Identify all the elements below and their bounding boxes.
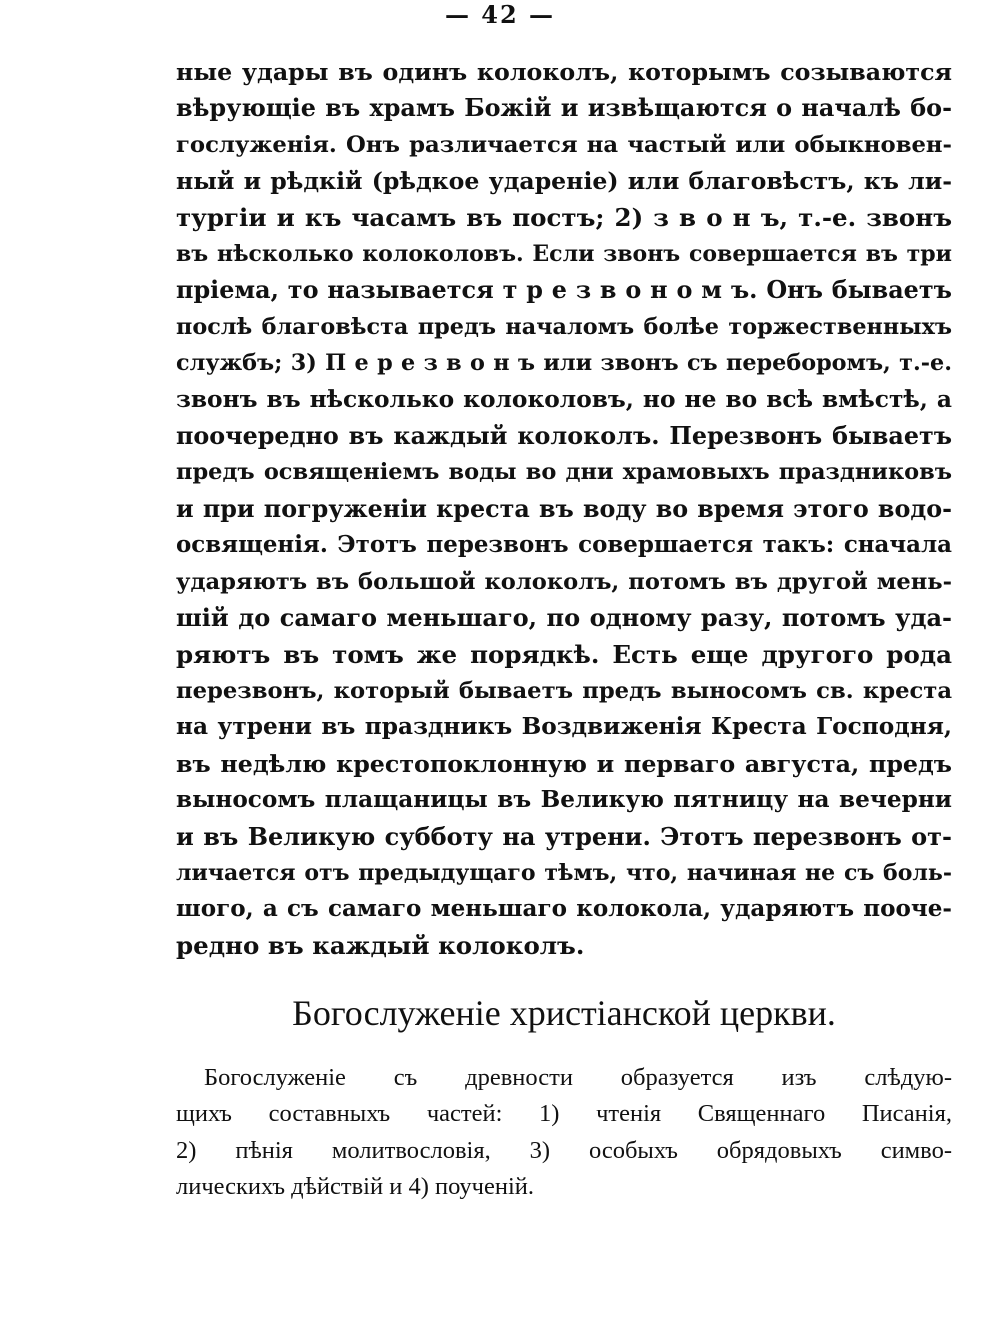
text-line: лическихъ дѣйствій и 4) поученій. [176,1173,535,1201]
section-paragraph [176,1060,952,1206]
text-line: поочередно въ каждый колоколъ. Перезвонъ бываетъ [176,422,952,451]
text-line: тургіи и къ часамъ въ постъ; 2) з в о н ъ, т.-е. звонъ [176,202,952,232]
text-line: вѣрующіе въ храмъ Божій и извѣщаются о началѣ бо- [176,94,952,123]
text-line: ряютъ въ томъ же порядкѣ. Есть еще другого рода [176,639,952,669]
text-line: выносомъ плащаницы въ Великую пятницу на вечерни [176,786,952,814]
text-line: ный и рѣдкій (рѣдкое удареніе) или благовѣстъ, къ ли- [176,167,952,196]
text-line: пріема, то называется т р е з в о н о м ъ. Онъ бываетъ [176,276,952,305]
text-line: и въ Великую субботу на утрени. Этотъ перезвонъ от- [176,821,952,851]
text-line: шого, а съ самаго меньшаго колокола, ударяютъ пооче- [176,895,952,923]
text-line: ные удары въ одинъ колоколъ, которымъ созываются [176,58,952,86]
page-number: — 42 — [444,0,556,29]
main-paragraph [176,54,952,964]
text-line: редно въ каждый колоколъ. [176,930,585,960]
text-line: личается отъ предыдущаго тѣмъ, что, начиная не съ боль- [176,859,952,886]
text-line: ударяютъ въ большой колоколъ, потомъ въ другой мень- [176,568,952,595]
text-line: и при погруженіи креста въ воду во время этого водо- [176,494,952,523]
text-line: въ нѣсколько колоколовъ. Если звонъ совершается въ три [176,241,952,268]
text-line: гослуженія. Онъ различается на частый или обыкновен- [176,131,952,158]
text-line: шій до самаго меньшаго, по одному разу, потомъ уда- [176,603,952,633]
text-line: звонъ въ нѣсколько колоколовъ, но не во всѣ вмѣстѣ, а [176,385,952,413]
text-line: предъ освященіемъ воды во дни храмовыхъ праздниковъ [176,459,952,486]
text-line: Богослуженіе съ древности образуется изъ слѣдую- [204,1064,952,1091]
text-line: службъ; 3) П е р е з в о н ъ или звонъ съ переборомъ, т.-е. [176,350,952,377]
text-line: освященія. Этотъ перезвонъ совершается такъ: сначала [176,531,952,559]
section-heading: Богослуженіе христіанской церкви. [292,993,836,1033]
text-line: на утрени въ праздникъ Воздвиженія Креста Господня, [176,713,952,741]
text-line: въ недѣлю крестопоклонную и перваго августа, предъ [176,749,952,778]
text-line: перезвонъ, который бываетъ предъ выносомъ св. креста [176,677,952,704]
text-line: 2) пѣнія молитвословія, 3) особыхъ обрядовыхъ симво- [176,1136,952,1164]
text-line: послѣ благовѣста предъ началомъ болѣе торжественныхъ [176,313,952,340]
text-line: щихъ составныхъ частей: 1) чтенія Священнаго Писанія, [176,1100,952,1128]
